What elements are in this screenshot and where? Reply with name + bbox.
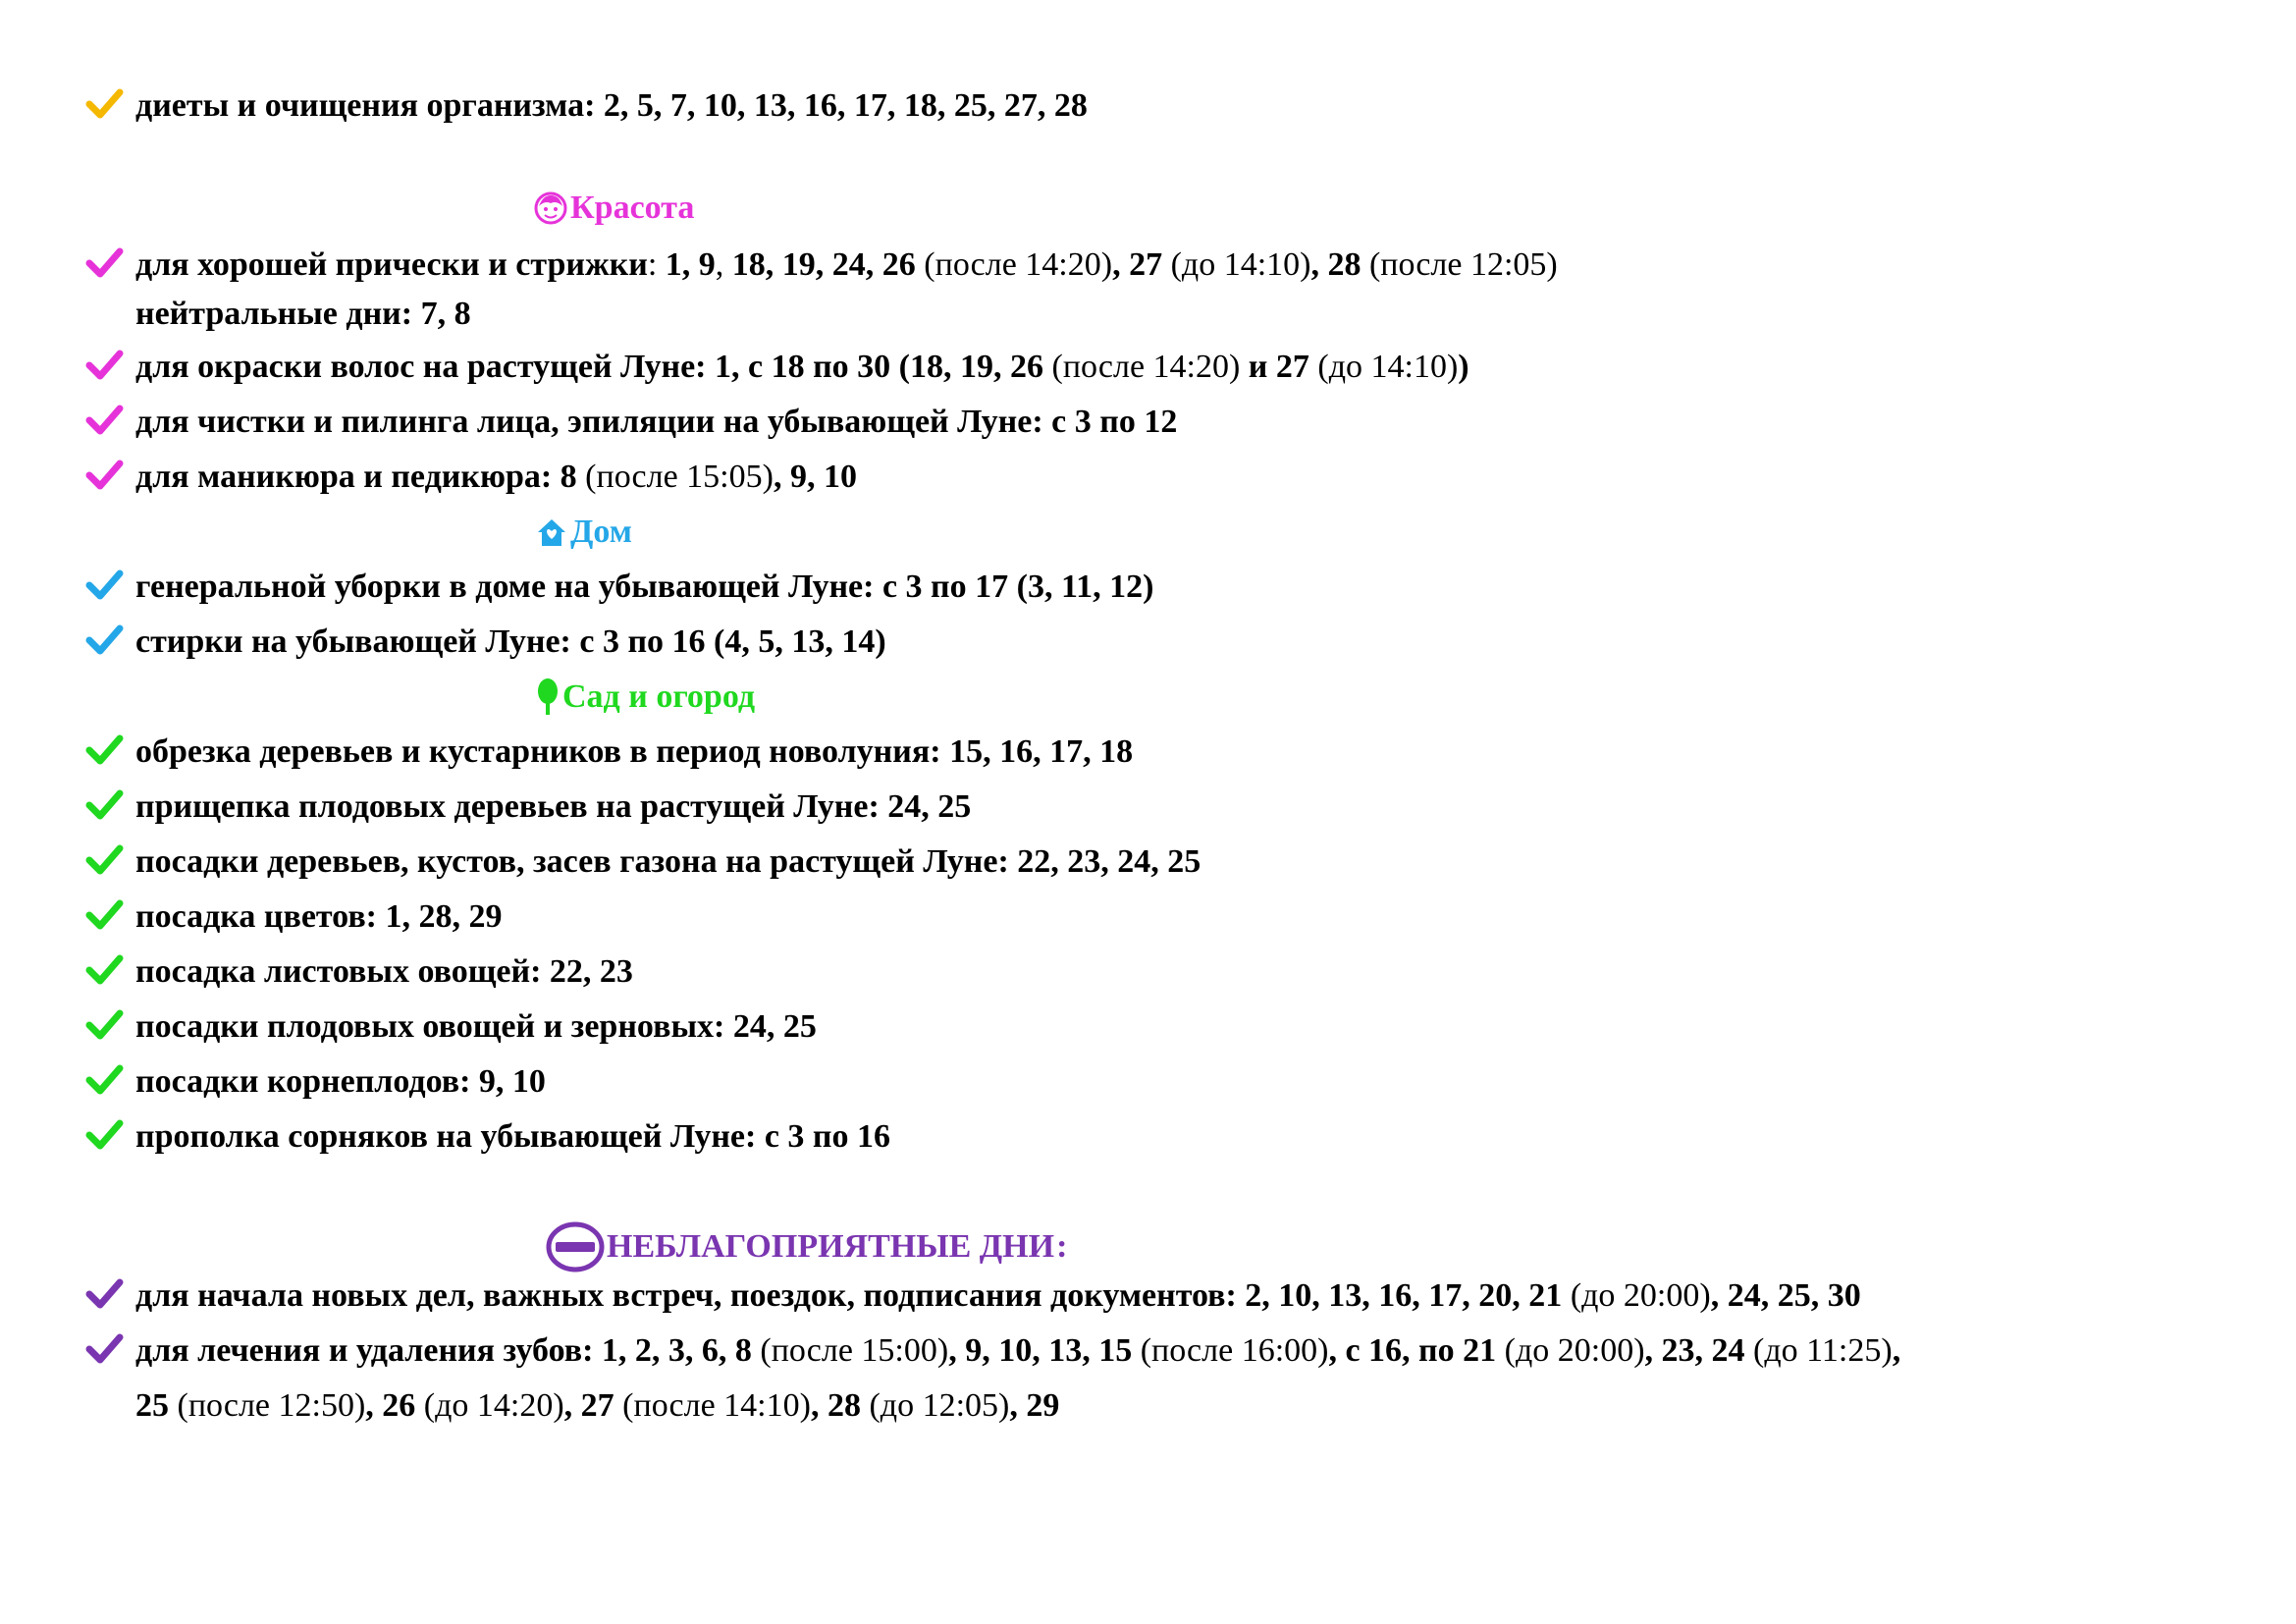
list-item	[135, 1007, 817, 1047]
text-run: (до 20:00)	[1496, 1332, 1645, 1369]
text-run: , 26	[365, 1387, 416, 1424]
check-icon	[84, 1274, 124, 1314]
list-item	[135, 787, 971, 827]
check-icon	[84, 895, 124, 935]
list-item-text	[135, 404, 1177, 440]
list-item	[135, 1276, 1861, 1316]
list-item	[135, 348, 1469, 387]
list-item-text	[135, 1332, 1900, 1369]
list-item	[135, 1331, 1900, 1371]
text-run: для хорошей прически и стрижки	[135, 246, 648, 283]
text-run: (до 14:10)	[1162, 246, 1311, 283]
text-run: , 9, 10, 13, 15	[948, 1332, 1133, 1369]
text-run: , 28	[810, 1387, 861, 1424]
list-item	[135, 732, 1133, 772]
heading-colon: :	[1056, 1228, 1068, 1265]
list-item-text: обрезка деревьев и кустарников в период новолуния: 15, 16, 17, 18	[135, 733, 1134, 770]
list-item-text: стирки на убывающей Луне: с 3 по 16 (4, 5, 13, 14)	[135, 623, 886, 660]
text-run: для начала новых дел, важных встреч, поездок, подписания документов: 2, 10, 13, 16, 17, 20, 21	[135, 1277, 1563, 1314]
check-icon	[84, 1005, 124, 1045]
text-run: (после 14:20)	[1043, 349, 1241, 385]
check-icon	[84, 621, 124, 660]
tree-icon	[535, 678, 561, 716]
list-item	[135, 952, 633, 992]
text-run: , 24, 25, 30	[1710, 1277, 1861, 1314]
list-item	[135, 86, 1088, 126]
list-item-text: посадки деревьев, кустов, засев газона на растущей Луне: 22, 23, 24, 25	[135, 843, 1201, 880]
list-item	[135, 403, 1177, 442]
text-run: , 27	[1112, 246, 1163, 283]
text-run: для маникюра и педикюра: 8	[135, 459, 577, 495]
text-run: (после 14:20)	[915, 246, 1113, 283]
list-item-continuation: нейтральные дни: 7, 8	[135, 296, 471, 332]
check-icon	[84, 401, 124, 440]
text-run: (после 15:05)	[576, 459, 774, 495]
list-item-text	[135, 1277, 1861, 1314]
house-icon	[535, 515, 568, 549]
text-run: , 29	[1009, 1387, 1060, 1424]
section-heading-garden	[535, 677, 755, 717]
text-run: 18, 19, 24, 26	[731, 246, 916, 283]
check-icon	[84, 84, 124, 124]
list-item-text: диеты и очищения организма: 2, 5, 7, 10, 13, 16, 17, 18, 25, 27, 28	[135, 87, 1088, 124]
list-item	[135, 1117, 890, 1157]
text-run: (после 14:10)	[614, 1387, 811, 1424]
text-run: (после 12:50)	[169, 1387, 366, 1424]
check-icon	[84, 731, 124, 770]
check-icon	[84, 840, 124, 880]
text-run: 25	[135, 1387, 169, 1424]
list-item	[135, 897, 503, 937]
text-run: , 28	[1310, 246, 1362, 283]
list-item-text: генеральной уборки в доме на убывающей Луне: с 3 по 17 (3, 11, 12)	[135, 568, 1154, 605]
text-run: для чистки и пилинга лица, эпиляции на убывающей Луне: с 3 по 12	[135, 404, 1178, 440]
text-run: (до 11:25)	[1744, 1332, 1893, 1369]
list-item-text: посадки плодовых овощей и зерновых: 24, 25	[135, 1008, 817, 1045]
section-heading-unfavorable	[546, 1221, 1067, 1272]
list-item-text: посадка листовых овощей: 22, 23	[135, 953, 633, 990]
text-run: (после 16:00)	[1132, 1332, 1329, 1369]
section-title: Красота	[570, 189, 695, 226]
list-item-text: посадки корнеплодов: 9, 10	[135, 1063, 546, 1100]
minus-circle-icon	[546, 1221, 605, 1272]
text-run: (до 20:00)	[1562, 1277, 1711, 1314]
text-run: (до 14:20)	[415, 1387, 564, 1424]
text-run: для окраски волос на растущей Луне: 1, с 18 по 30 (18, 19, 26	[135, 349, 1044, 385]
list-item-text	[135, 349, 1469, 385]
face-icon	[533, 190, 568, 226]
text-run: , 27	[563, 1387, 614, 1424]
section-heading-beauty	[533, 189, 694, 228]
list-item-text: прищепка плодовых деревьев на растущей Луне: 24, 25	[135, 788, 972, 825]
text-run: 1, 9	[665, 246, 716, 283]
section-title: Дом	[570, 514, 632, 550]
section-heading-home	[535, 513, 632, 552]
text-run: (после 15:00)	[751, 1332, 949, 1369]
check-icon	[84, 950, 124, 990]
section-title: Сад и огород	[562, 678, 756, 715]
check-icon	[84, 1060, 124, 1100]
list-item	[135, 623, 886, 662]
list-item-text: прополка сорняков на убывающей Луне: с 3 по 16	[135, 1118, 891, 1155]
list-item-continuation	[135, 1386, 1059, 1426]
text-run: ,	[715, 246, 732, 283]
list-item-text	[135, 1387, 1059, 1424]
text-run: (после 12:05)	[1361, 246, 1558, 283]
text-run: , 23, 24	[1644, 1332, 1745, 1369]
check-icon	[84, 244, 124, 283]
check-icon	[84, 1329, 124, 1369]
list-item	[135, 568, 1153, 607]
section-title: НЕБЛАГОПРИЯТНЫЕ ДНИ	[607, 1228, 1055, 1265]
text-run: (до 14:10)	[1308, 349, 1459, 385]
text-run: )	[1458, 349, 1469, 385]
text-run: и 27	[1240, 349, 1309, 385]
text-run: ,	[1892, 1332, 1901, 1369]
list-item	[135, 458, 857, 497]
check-icon	[84, 346, 124, 385]
check-icon	[84, 1115, 124, 1155]
list-item	[135, 842, 1201, 882]
text-run: , 9, 10	[773, 459, 857, 495]
list-item	[135, 1062, 546, 1102]
text-run: , с 16, по 21	[1328, 1332, 1497, 1369]
text-run: для лечения и удаления зубов: 1, 2, 3, 6, 8	[135, 1332, 752, 1369]
text-run: :	[647, 246, 666, 283]
check-icon	[84, 785, 124, 825]
check-icon	[84, 456, 124, 495]
text-run: (до 12:05)	[860, 1387, 1010, 1424]
list-item-text	[135, 459, 857, 495]
check-icon	[84, 566, 124, 605]
list-item	[135, 245, 1558, 285]
list-item-text	[135, 246, 1558, 283]
list-item-text: посадка цветов: 1, 28, 29	[135, 898, 503, 935]
